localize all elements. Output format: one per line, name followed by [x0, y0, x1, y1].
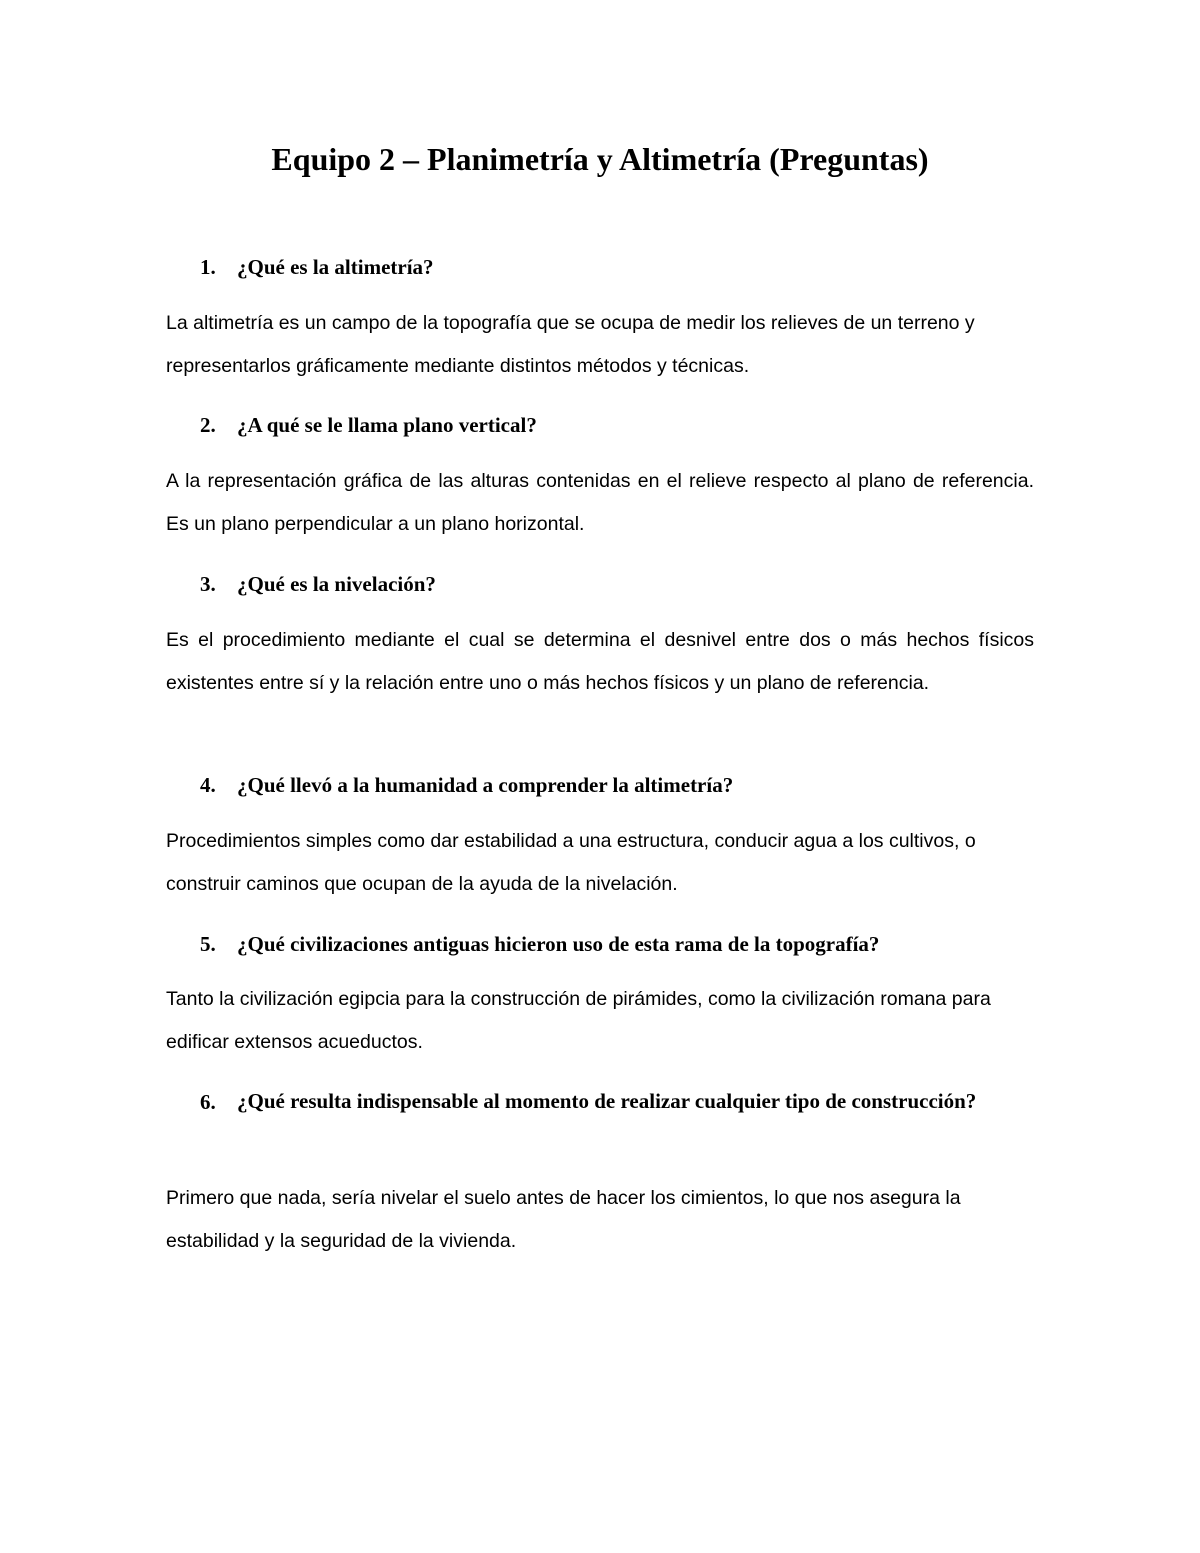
- question-5: [200, 929, 1034, 959]
- question-number: 5.: [200, 932, 216, 956]
- answer-4: Procedimientos simples como dar estabilidad a una estructura, conducir agua a los cultivos, o construir caminos que ocupan de la ayuda de la nivelación.: [166, 830, 976, 895]
- question-2: [200, 410, 1034, 440]
- question-number: 1.: [200, 255, 216, 279]
- question-4: [200, 770, 1034, 800]
- question-text: ¿Qué resulta indispensable al momento de realizar cualquier tipo de construcción?: [237, 1089, 977, 1113]
- question-number: 3.: [200, 572, 216, 596]
- question-3: [200, 569, 1034, 599]
- answer-3: Es el procedimiento mediante el cual se determina el desnivel entre dos o más hechos físicos existentes entre sí y la relación entre uno o más hechos físicos y un plano de referencia.: [166, 629, 1034, 694]
- answer-5: Tanto la civilización egipcia para la construcción de pirámides, como la civilización romana para edificar extensos acueductos.: [166, 988, 991, 1053]
- document-title: Equipo 2 – Planimetría y Altimetría (Preguntas): [271, 141, 929, 177]
- question-text: ¿A qué se le llama plano vertical?: [237, 413, 537, 437]
- answer-1: La altimetría es un campo de la topografía que se ocupa de medir los relieves de un terreno y representarlos gráficamente mediante distintos métodos y técnicas.: [166, 312, 975, 377]
- question-6: [200, 1087, 1034, 1115]
- question-number: 2.: [200, 413, 216, 437]
- answer-6: Primero que nada, sería nivelar el suelo antes de hacer los cimientos, lo que nos asegura la estabilidad y la seguridad de la vivienda.: [166, 1187, 961, 1252]
- answer-2: A la representación gráfica de las alturas contenidas en el relieve respecto al plano de referencia. Es un plano perpendicular a un plano horizontal.: [166, 470, 1034, 535]
- question-text: ¿Qué es la nivelación?: [237, 572, 436, 596]
- question-text: ¿Qué es la altimetría?: [237, 255, 434, 279]
- question-1: [200, 252, 1034, 282]
- question-text: ¿Qué llevó a la humanidad a comprender la altimetría?: [237, 773, 734, 797]
- question-number: 6.: [200, 1090, 216, 1114]
- question-text: ¿Qué civilizaciones antiguas hicieron uso de esta rama de la topografía?: [237, 932, 880, 956]
- question-number: 4.: [200, 773, 216, 797]
